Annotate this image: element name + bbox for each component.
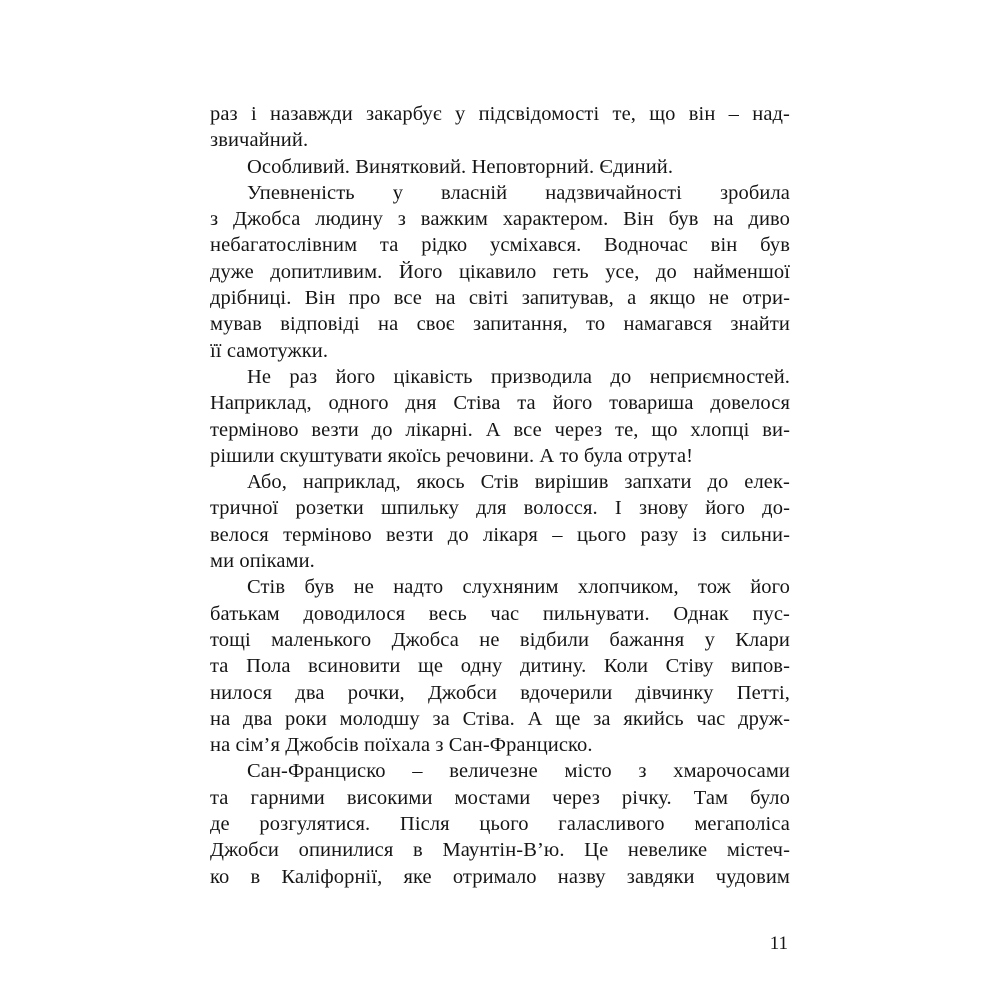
text-line: Наприклад, одного дня Стіва та його товариша довелося [210, 392, 790, 415]
text-line: ми опіками. [210, 550, 315, 573]
text-line: та Пола всиновити ще одну дитину. Коли Стіву випов- [210, 655, 790, 678]
text-line: дрібниці. Він про все на світі запитував, а якщо не отри- [210, 287, 790, 310]
text-line: Стів був не надто слухняним хлопчиком, тож його [247, 576, 790, 599]
text-line: ко в Каліфорнії, яке отримало назву завдяки чудовим [210, 865, 790, 888]
text-line: її самотужки. [210, 339, 329, 362]
text-line: рішили скуштувати якоїсь речовини. А то була отрута! [210, 444, 694, 467]
text-line: на сім’я Джобсів поїхала з Сан-Франциско. [210, 734, 593, 757]
text-line: Упевненість у власній надзвичайності зробила [247, 181, 790, 204]
text-line: на два роки молодшу за Стіва. А ще за якийсь час друж- [210, 707, 790, 730]
text-line: тощі маленького Джобса не відбили бажання у Клари [210, 628, 790, 651]
book-page-text [210, 101, 790, 890]
text-line: Особливий. Винятковий. Неповторний. Єдиний. [247, 155, 674, 178]
text-line: де розгулятися. Після цього галасливого мегаполіса [210, 813, 790, 836]
text-line: Джобси опинилися в Маунтін-В’ю. Це невелике містеч- [210, 839, 790, 862]
text-line: раз і назавжди закарбує у підсвідомості те, що він – над- [210, 103, 790, 125]
text-line: мував відповіді на своє запитання, то намагався знайти [210, 313, 790, 336]
text-line: нилося два рочки, Джобси вдочерили дівчинку Петті, [210, 681, 790, 704]
text-line: та гарними високими мостами через річку. Там було [210, 786, 790, 809]
text-line: велося терміново везти до лікаря – цього разу із сильни- [210, 523, 790, 546]
text-line: небагатослівним та рідко усміхався. Водночас він був [210, 234, 790, 257]
text-line: дуже допитливим. Його цікавило геть усе, до найменшої [210, 260, 790, 283]
text-line: Або, наприклад, якось Стів вирішив запхати до елек- [247, 471, 790, 494]
text-line: терміново везти до лікарні. А все через те, що хлопці ви- [210, 418, 790, 441]
text-line: Не раз його цікавість призводила до неприємностей. [247, 365, 790, 388]
text-line: з Джобса людину з важким характером. Він був на диво [210, 208, 790, 231]
text-line: Сан-Франциско – величезне місто з хмарочосами [247, 760, 790, 783]
text-line: тричної розетки шпильку для волосся. І знову його до- [210, 497, 790, 520]
page-number: 11 [769, 933, 788, 954]
text-line: батькам доводилося весь час пильнувати. Однак пус- [210, 602, 790, 625]
text-line: звичайний. [210, 129, 309, 152]
